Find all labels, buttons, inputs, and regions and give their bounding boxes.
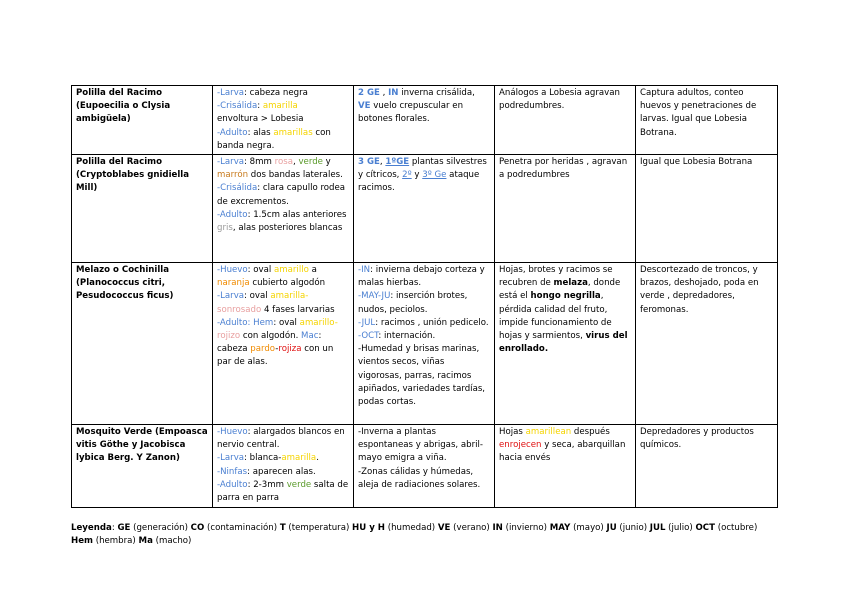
morphology-cell: -Huevo: alargados blancos en nervio central. -Larva: blanca-amarilla. -Ninfas: aparecen alas. -Adulto: 2-3mm verde salta de parra en parra bbox=[213, 425, 354, 508]
control-cell: Captura adultos, conteo huevos y penetraciones de larvas. Igual que Lobesia Botrana. bbox=[636, 86, 778, 155]
damage-cell: Hojas amarillean después enrojecen y seca, abarquillan hacia envés bbox=[495, 425, 636, 508]
pest-name-cell: Polilla del Racimo (Eupoecilia o Clysia ambigüela) bbox=[72, 86, 213, 155]
pest-table bbox=[71, 85, 778, 508]
control-cell: Depredadores y productos químicos. bbox=[636, 425, 778, 508]
damage-cell: Análogos a Lobesia agravan podredumbres. bbox=[495, 86, 636, 155]
table-row bbox=[72, 425, 778, 508]
legend: Leyenda: GE (generación) CO (contaminación) T (temperatura) HU y H (humedad) VE (verano) IN (invierno) MAY (mayo) JU (junio) JUL (julio) OCT (octubre) Hem (hembra) Ma (macho) bbox=[71, 523, 758, 547]
pest-name-cell: Melazo o Cochinilla (Planococcus citri, Pesudococcus ficus) bbox=[72, 263, 213, 425]
table-row bbox=[72, 155, 778, 263]
biology-cell: 3 GE, 1ºGE plantas silvestres y cítricos, 2º y 3º Ge ataque racimos. bbox=[354, 155, 495, 263]
pest-name-cell: Mosquito Verde (Empoasca vitis Göthe y Jacobisca lybica Berg. Y Zanon) bbox=[72, 425, 213, 508]
control-cell: Igual que Lobesia Botrana bbox=[636, 155, 778, 263]
biology-cell: 2 GE , IN inverna crisálida, VE vuelo crepuscular en botones florales. bbox=[354, 86, 495, 155]
pest-name-cell: Polilla del Racimo (Cryptoblabes gnidiella Mill) bbox=[72, 155, 213, 263]
biology-cell: -Inverna a plantas espontaneas y abrigas, abril-mayo emigra a viña. -Zonas cálidas y húmedas, aleja de radiaciones solares. bbox=[354, 425, 495, 508]
morphology-cell: -Huevo: oval amarillo a naranja cubierto algodón -Larva: oval amarilla-sonrosado 4 fases larvarias -Adulto: Hem: oval amarillo-rojizo con algodón. Mac: cabeza pardo-rojiza con un par de alas. bbox=[213, 263, 354, 425]
table-row bbox=[72, 263, 778, 425]
morphology-cell: -Larva: cabeza negra -Crisálida: amarilla envoltura > Lobesia -Adulto: alas amarillas con banda negra. bbox=[213, 86, 354, 155]
morphology-cell: -Larva: 8mm rosa, verde y marrón dos bandas laterales. -Crisálida: clara capullo rodea de excrementos. -Adulto: 1.5cm alas anteriores gris, alas posteriores blancas bbox=[213, 155, 354, 263]
biology-cell: -IN: invierna debajo corteza y malas hierbas. -MAY-JU: inserción brotes, nudos, peciolos. -JUL: racimos , unión pedicelo. -OCT: internación. -Humedad y brisas marinas, vientos secos, viñas vigorosas, parras, racimos apiñados, variedades tardías, podas cortas. bbox=[354, 263, 495, 425]
control-cell: Descortezado de troncos, y brazos, deshojado, poda en verde , depredadores, feromonas. bbox=[636, 263, 778, 425]
damage-cell: Hojas, brotes y racimos se recubren de melaza, donde está el hongo negrilla, pérdida calidad del fruto, impide funcionamiento de hojas y sarmientos, virus del enrollado. bbox=[495, 263, 636, 425]
table-row bbox=[72, 86, 778, 155]
damage-cell: Penetra por heridas , agravan a podredumbres bbox=[495, 155, 636, 263]
